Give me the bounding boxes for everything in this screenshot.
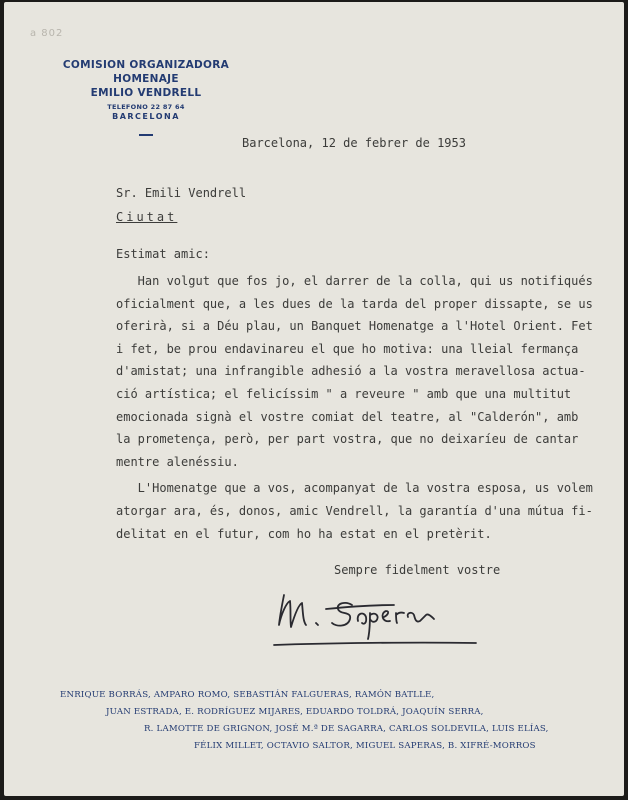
closing: Sempre fidelment vostre	[334, 563, 501, 577]
handwritten-signature	[266, 587, 496, 655]
committee-line: ENRIQUE BORRÁS, AMPARO ROMO, SEBASTIÁN FALGUERAS, RAMÓN BATLLE,	[60, 690, 435, 700]
body-line: mentre alenéssiu.	[116, 454, 239, 469]
body-line: oficialment que, a les dues de la tarda del proper dissapte, se us	[116, 296, 593, 311]
body-line: Han volgut que fos jo, el darrer de la colla, qui us notifiqués	[116, 274, 593, 288]
letter-sheet	[4, 2, 624, 796]
letterhead-line-2: HOMENAJE	[113, 73, 179, 85]
body-line: emocionada signà el vostre comiat del teatre, al "Calderón", amb	[116, 409, 579, 424]
body-line: la prometença, però, per part vostra, que no deixaríeu de cantar	[116, 432, 579, 447]
body-line: i fet, be prou endavinareu el que ho motiva: una lleial fermança	[116, 341, 579, 356]
letterhead-phone: TELEFONO 22 87 64	[107, 103, 185, 111]
recipient-name: Sr. Emili Vendrell	[116, 186, 247, 200]
letterhead-city: BARCELONA	[112, 112, 180, 121]
body-line: delitat en el futur, com ho ha estat en el pretèrit.	[116, 526, 492, 541]
committee-line: JUAN ESTRADA, E. RODRÍGUEZ MIJARES, EDUARDO TOLDRÁ, JOAQUÍN SERRA,	[106, 707, 484, 717]
letterhead-rule	[139, 134, 153, 136]
body-line: L'Homenatge que a vos, acompanyat de la vostra esposa, us volem	[116, 481, 593, 496]
body-line: d'amistat; una infrangible adhesió a la vostra meravellosa actua-	[116, 364, 586, 379]
greeting: Estimat amic:	[116, 247, 210, 261]
body-line: atorgar ara, és, donos, amic Vendrell, la garantía d'una mútua fi-	[116, 503, 593, 518]
committee-line: FÉLIX MILLET, OCTAVIO SALTOR, MIGUEL SAPERAS, B. XIFRÉ-MORROS	[194, 741, 536, 751]
letter-body	[116, 270, 616, 545]
letterhead	[56, 58, 236, 136]
recipient-city: Ciutat	[116, 210, 178, 224]
committee-line: R. LAMOTTE DE GRIGNON, JOSÉ M.ª DE SAGARRA, CARLOS SOLDEVILA, LUIS ELÍAS,	[144, 724, 549, 734]
body-line: ció artística; el felicíssim " a reveure " amb que una multitut	[116, 386, 572, 401]
letterhead-line-3: EMILIO VENDRELL	[90, 87, 202, 99]
letterhead-line-1: COMISION ORGANIZADORA	[62, 59, 230, 71]
pencil-archive-note: a 802	[30, 28, 64, 39]
body-line: oferirà, si a Déu plau, un Banquet Homenatge a l'Hotel Orient. Fet	[116, 319, 593, 334]
letter-date: Barcelona, 12 de febrer de 1953	[242, 136, 466, 150]
